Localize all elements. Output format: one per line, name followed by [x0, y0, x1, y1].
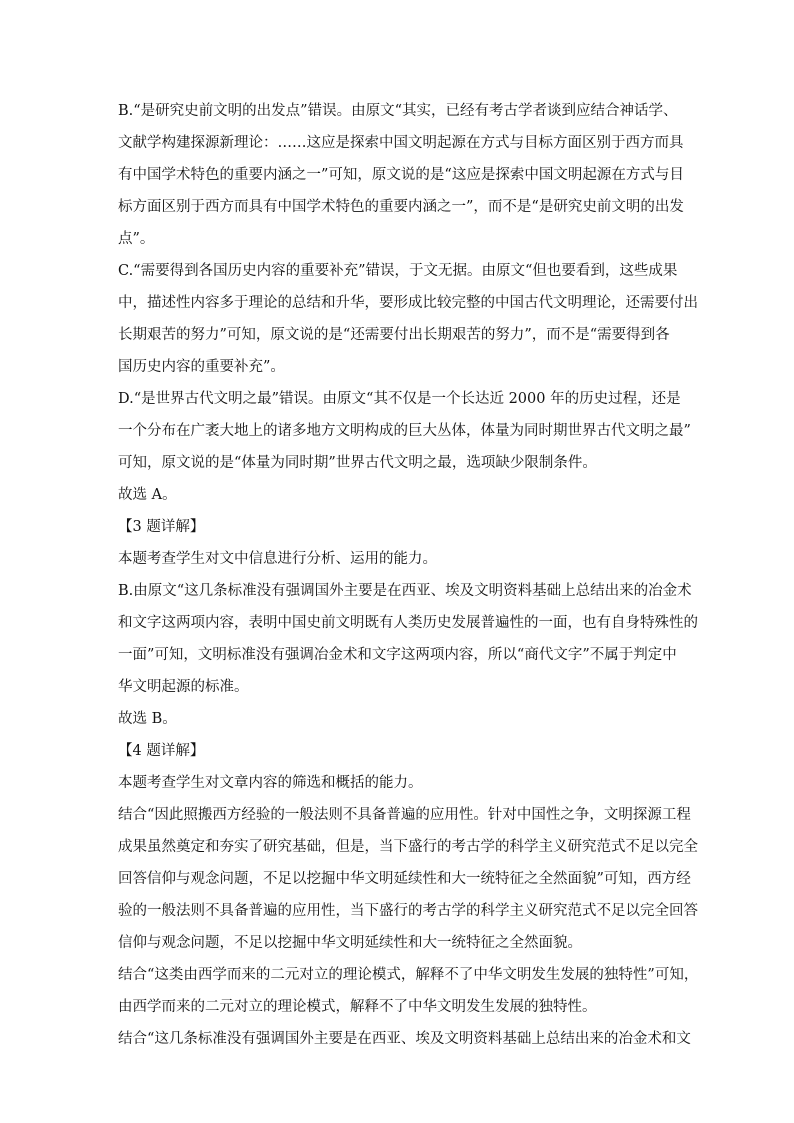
text-line: 中，描述性内容多于理论的总结和升华，要形成比较完整的中国古代文明理论，还需要付出	[118, 295, 698, 311]
text-line: 结合“因此照搬西方经验的一般法则不具备普遍的应用性。针对中国性之争，文明探源工程	[118, 807, 691, 823]
section-heading: 【3 题详解】	[118, 519, 205, 535]
text-line: 点”。	[118, 231, 155, 247]
text-line: 标方面区别于西方而具有中国学术特色的重要内涵之一”，而不是“是研究史前文明的出发	[118, 199, 684, 215]
text-line: 本题考查学生对文中信息进行分析、运用的能力。	[118, 551, 437, 567]
text-line: 结合“这类由西学而来的二元对立的理论模式，解释不了中华文明发生发展的独特性”可知，	[118, 967, 699, 983]
text-line: 有中国学术特色的重要内涵之一”可知，原文说的是“这应是探索中国文明起源在方式与目	[118, 167, 684, 183]
text-line: B.“是研究史前文明的出发点”错误。由原文“其实，已经有考古学者谈到应结合神话学、	[118, 103, 678, 119]
text-line: 一个分布在广袤大地上的诸多地方文明构成的巨大丛体，体量为同时期世界古代文明之最”	[118, 423, 691, 439]
text-line: 国历史内容的重要补充”。	[118, 359, 285, 375]
text-line: 华文明起源的标准。	[118, 679, 249, 695]
text-line: 回答信仰与观念问题，不足以挖掘中华文明延续性和大一统特征之全然面貌”可知，西方经	[118, 871, 691, 887]
text-line: 文献学构建探源新理论：……这应是探索中国文明起源在方式与目标方面区别于西方而具	[118, 135, 684, 151]
text-line: 一面”可知，文明标准没有强调冶金术和文字这两项内容，所以“商代文字”不属于判定中	[118, 647, 677, 663]
text-line: 故选 B。	[118, 711, 177, 727]
text-line: 长期艰苦的努力”可知，原文说的是“还需要付出长期艰苦的努力”，而不是“需要得到各	[118, 327, 670, 343]
text-line: 本题考查学生对文章内容的筛选和概括的能力。	[118, 775, 423, 791]
text-line: 由西学而来的二元对立的理论模式，解释不了中华文明发生发展的独特性。	[118, 999, 597, 1015]
section-heading: 【4 题详解】	[118, 743, 205, 759]
text-line: 和文字这两项内容，表明中国史前文明既有人类历史发展普遍性的一面，也有自身特殊性的	[118, 615, 698, 631]
text-line: C.“需要得到各国历史内容的重要补充”错误，于文无据。由原文“但也要看到，这些成果	[118, 263, 678, 279]
text-line: 验的一般法则不具备普遍的应用性，当下盛行的考古学的科学主义研究范式不足以完全回答	[118, 903, 698, 919]
text-line: B.由原文“这几条标准没有强调国外主要是在西亚、埃及文明资料基础上总结出来的冶金术	[118, 583, 692, 599]
text-line: 信仰与观念问题，不足以挖掘中华文明延续性和大一统特征之全然面貌。	[118, 935, 582, 951]
text-line: 结合“这几条标准没有强调国外主要是在西亚、埃及文明资料基础上总结出来的冶金术和文	[118, 1031, 691, 1047]
text-line: 可知，原文说的是“体量为同时期”世界古代文明之最，选项缺少限制条件。	[118, 455, 597, 471]
text-line: D.“是世界古代文明之最”错误。由原文“其不仅是一个长达近 2000 年的历史过程，还是	[118, 391, 681, 407]
text-line: 故选 A。	[118, 487, 177, 503]
text-line: 成果虽然奠定和夯实了研究基础，但是，当下盛行的考古学的科学主义研究范式不足以完全	[118, 839, 698, 855]
